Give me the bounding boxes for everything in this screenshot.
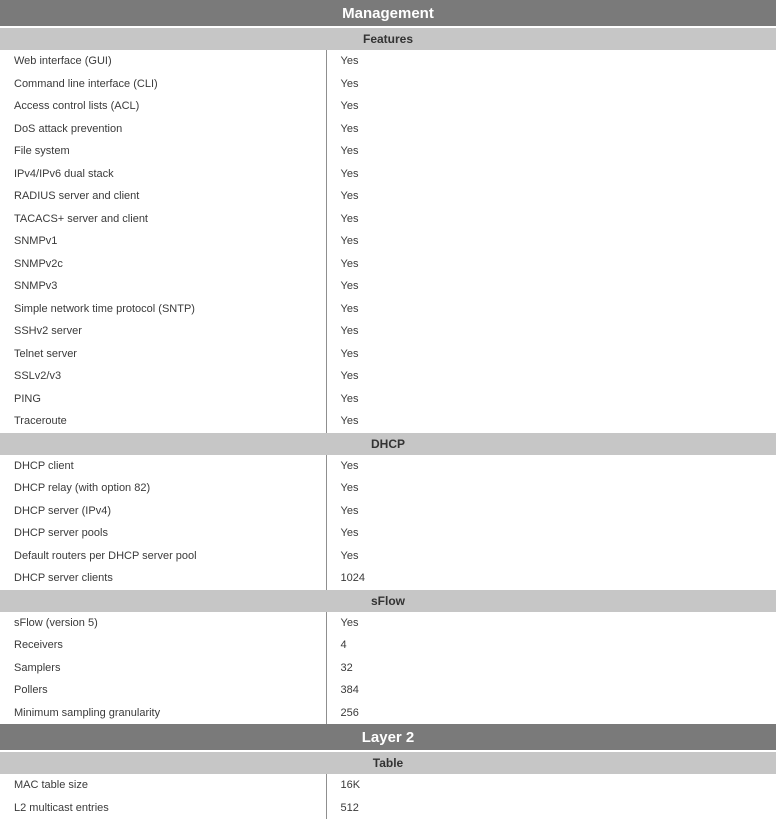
feature-label: IPv4/IPv6 dual stack (0, 163, 326, 186)
table-row (0, 455, 776, 478)
feature-label: RADIUS server and client (0, 185, 326, 208)
group-header (0, 27, 776, 50)
feature-value: Yes (340, 459, 359, 472)
feature-label: Web interface (GUI) (0, 50, 326, 73)
feature-label: Access control lists (ACL) (0, 95, 326, 118)
table-row (0, 522, 776, 545)
table-row (0, 702, 776, 725)
feature-value: Yes (340, 504, 359, 517)
table-row (0, 410, 776, 433)
feature-value: 256 (340, 706, 359, 719)
feature-value: Yes (340, 347, 359, 360)
feature-label: Traceroute (0, 410, 326, 433)
feature-value: Yes (340, 190, 359, 203)
feature-value: Yes (340, 370, 359, 383)
feature-value: Yes (340, 325, 359, 338)
table-row (0, 73, 776, 96)
group-header (0, 590, 776, 612)
feature-value: Yes (340, 302, 359, 315)
feature-label: Simple network time protocol (SNTP) (0, 298, 326, 321)
table-row (0, 275, 776, 298)
feature-value: Yes (340, 415, 359, 428)
group-header (0, 751, 776, 774)
table-row (0, 774, 776, 797)
feature-label: MAC table size (0, 774, 326, 797)
table-row (0, 634, 776, 657)
feature-label: Telnet server (0, 343, 326, 366)
feature-value: 4 (340, 639, 347, 652)
feature-value: Yes (340, 145, 359, 158)
feature-value: 512 (340, 801, 359, 814)
table-row (0, 253, 776, 276)
feature-label: Samplers (0, 657, 326, 680)
table-row (0, 388, 776, 411)
feature-label: DHCP server pools (0, 522, 326, 545)
table-row (0, 163, 776, 186)
feature-label: Receivers (0, 634, 326, 657)
feature-label: DHCP server clients (0, 567, 326, 590)
feature-label: Minimum sampling granularity (0, 702, 326, 725)
table-row (0, 365, 776, 388)
table-row (0, 230, 776, 253)
feature-value: Yes (340, 527, 359, 540)
group-title: Table (0, 751, 776, 774)
feature-value: Yes (340, 257, 359, 270)
feature-label: sFlow (version 5) (0, 612, 326, 635)
section-header (0, 724, 776, 751)
table-row (0, 477, 776, 500)
feature-label: PING (0, 388, 326, 411)
feature-label: File system (0, 140, 326, 163)
feature-label: SSLv2/v3 (0, 365, 326, 388)
feature-value: Yes (340, 280, 359, 293)
section-title: Management (0, 0, 776, 27)
feature-value: Yes (340, 77, 359, 90)
feature-value: Yes (340, 122, 359, 135)
feature-label: L2 multicast entries (0, 797, 326, 820)
table-row (0, 657, 776, 680)
feature-label: SSHv2 server (0, 320, 326, 343)
table-row (0, 567, 776, 590)
table-row (0, 679, 776, 702)
feature-label: SNMPv2c (0, 253, 326, 276)
table-row (0, 500, 776, 523)
table-row (0, 320, 776, 343)
table-row (0, 298, 776, 321)
feature-value: 32 (340, 661, 353, 674)
feature-label: Default routers per DHCP server pool (0, 545, 326, 568)
table-row (0, 343, 776, 366)
feature-value: Yes (340, 55, 359, 68)
section-header (0, 0, 776, 27)
feature-label: SNMPv1 (0, 230, 326, 253)
feature-value: 384 (340, 684, 359, 697)
group-title: Features (0, 27, 776, 50)
group-header (0, 433, 776, 455)
feature-value: Yes (340, 392, 359, 405)
group-title: sFlow (0, 590, 776, 612)
table-row (0, 185, 776, 208)
table-row (0, 50, 776, 73)
feature-label: Command line interface (CLI) (0, 73, 326, 96)
feature-value: Yes (340, 212, 359, 225)
table-row (0, 208, 776, 231)
table-row (0, 118, 776, 141)
feature-value: Yes (340, 235, 359, 248)
feature-value: Yes (340, 167, 359, 180)
table-row (0, 95, 776, 118)
feature-value: Yes (340, 482, 359, 495)
feature-label: DHCP server (IPv4) (0, 500, 326, 523)
feature-label: TACACS+ server and client (0, 208, 326, 231)
feature-value: 16K (340, 779, 361, 792)
feature-value: Yes (340, 616, 359, 629)
group-title: DHCP (0, 433, 776, 455)
table-row (0, 797, 776, 820)
feature-value: 1024 (340, 572, 365, 585)
feature-value: Yes (340, 549, 359, 562)
feature-value: Yes (340, 100, 359, 113)
section-title: Layer 2 (0, 724, 776, 751)
feature-label: DHCP client (0, 455, 326, 478)
table-row (0, 545, 776, 568)
feature-label: DoS attack prevention (0, 118, 326, 141)
feature-label: DHCP relay (with option 82) (0, 477, 326, 500)
table-row (0, 612, 776, 635)
feature-label: Pollers (0, 679, 326, 702)
table-row (0, 140, 776, 163)
feature-label: SNMPv3 (0, 275, 326, 298)
